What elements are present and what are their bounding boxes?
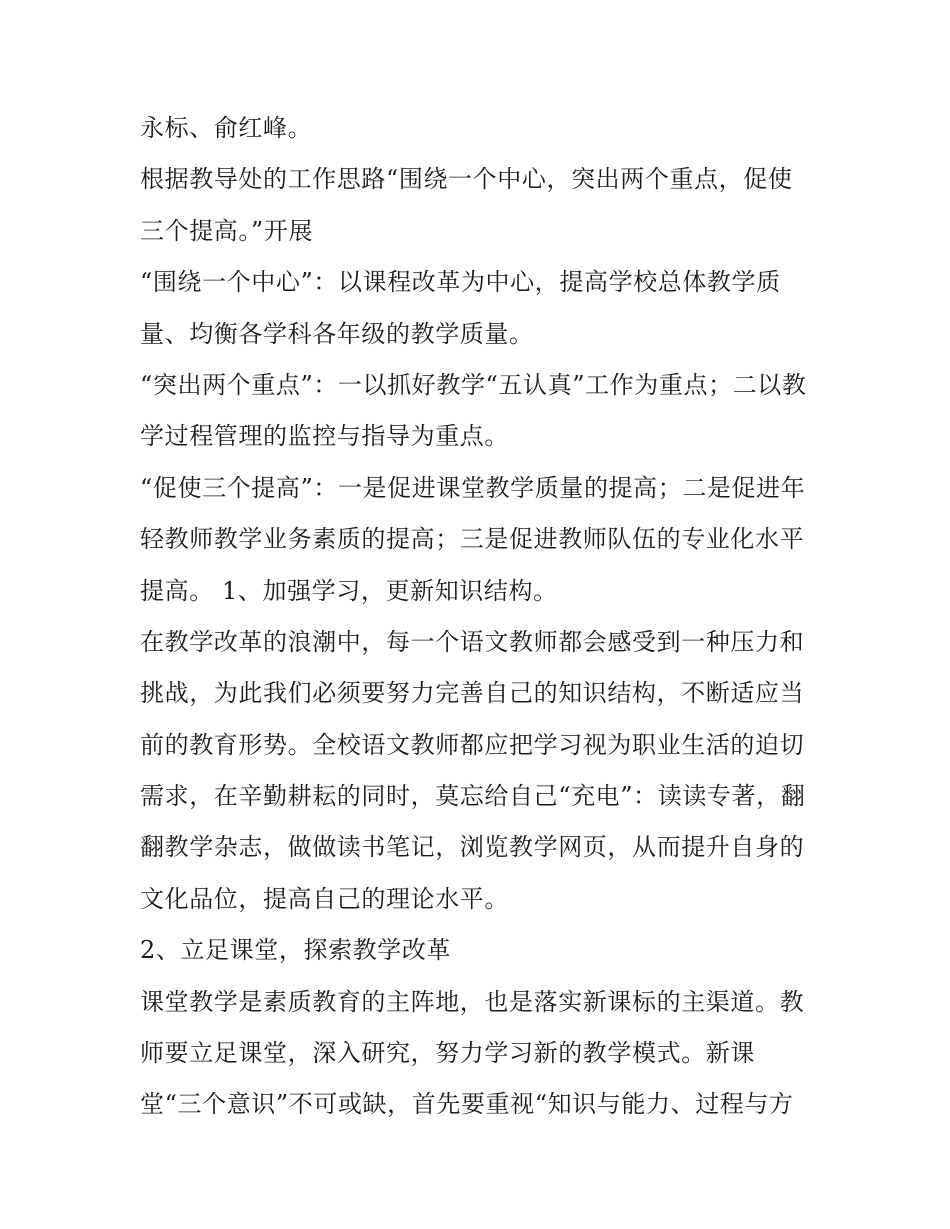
text-line: 翻教学杂志，做做读书笔记，浏览教学网页，从而提升自身的 bbox=[140, 833, 805, 862]
text-line: 学过程管理的监控与指导为重点。 bbox=[140, 422, 509, 451]
text-line: 提高。 1、加强学习，更新知识结构。 bbox=[140, 576, 558, 605]
text-line: 三个提高。”开展 bbox=[140, 216, 314, 245]
text-line: 轻教师教学业务素质的提高；三是促进教师队伍的专业化水平 bbox=[140, 525, 805, 554]
text-line: 前的教育形势。全校语文教师都应把学习视为职业生活的迫切 bbox=[140, 730, 805, 759]
text-line: “围绕一个中心”：以课程改革为中心，提高学校总体教学质 bbox=[140, 268, 781, 297]
text-line: 文化品位，提高自己的理论水平。 bbox=[140, 884, 509, 913]
text-line: 量、均衡各学科各年级的教学质量。 bbox=[140, 319, 534, 348]
text-line: 师要立足课堂，深入研究，努力学习新的教学模式。新课 bbox=[140, 1039, 755, 1068]
text-line: 根据教导处的工作思路“围绕一个中心，突出两个重点，促使 bbox=[140, 165, 793, 194]
text-line: 课堂教学是素质教育的主阵地，也是落实新课标的主渠道。教 bbox=[140, 987, 805, 1016]
text-line: 在教学改革的浪潮中，每一个语文教师都会感受到一种压力和 bbox=[140, 627, 805, 656]
body-text bbox=[140, 103, 830, 1131]
text-line: 2、立足课堂，探索教学改革 bbox=[140, 936, 452, 965]
text-line: 永标、俞红峰。 bbox=[140, 114, 313, 142]
text-line: “突出两个重点”：一以抓好教学“五认真”工作为重点；二以教 bbox=[140, 370, 807, 399]
text-line: 堂“三个意识”不可或缺，首先要重视“知识与能力、过程与方 bbox=[140, 1090, 794, 1119]
text-line: “促使三个提高”：一是促进课堂教学质量的提高；二是促进年 bbox=[140, 473, 806, 502]
text-line: 需求，在辛勤耕耘的同时，莫忘给自己“充电”：读读专著，翻 bbox=[140, 782, 806, 811]
text-line: 挑战，为此我们必须要努力完善自己的知识结构，不断适应当 bbox=[140, 679, 805, 708]
